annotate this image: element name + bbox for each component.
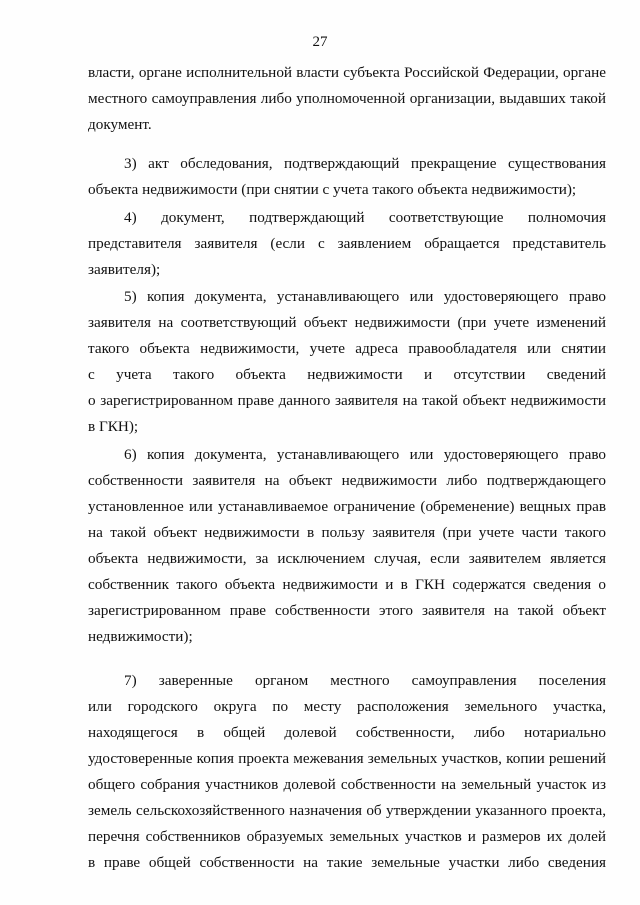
text-line: 5) копия документа, устанавливающего или удостоверяющего право <box>124 288 606 305</box>
text-line: такого объекта недвижимости, учете адреса правообладателя или снятии <box>88 340 606 357</box>
text-line: заявителя на соответствующий объект недвижимости (при учете изменений <box>88 314 606 331</box>
text-line: на такой объект недвижимости в пользу заявителя (при учете части такого <box>88 524 606 541</box>
text-line: земель сельскохозяйственного назначения об утверждении указанного проекта, <box>88 802 606 819</box>
text-line: 7) заверенные органом местного самоуправления поселения <box>124 672 606 689</box>
text-line: 4) документ, подтверждающий соответствующие полномочия <box>124 209 606 226</box>
text-line: документ. <box>88 116 152 133</box>
text-line: общего собрания участников долевой собственности на земельный участок из <box>88 776 606 793</box>
text-line: объекта недвижимости (при снятии с учета такого объекта недвижимости); <box>88 181 577 198</box>
text-line: власти, органе исполнительной власти субъекта Российской Федерации, органе <box>88 64 606 81</box>
text-line: недвижимости); <box>88 628 193 645</box>
text-line: в ГКН); <box>88 418 139 435</box>
text-line: в праве общей собственности на такие земельные участки либо сведения <box>88 854 606 871</box>
text-line: с учета такого объекта недвижимости и отсутствии сведений <box>88 366 606 383</box>
text-line: перечня собственников образуемых земельных участков и размеров их долей <box>88 828 606 845</box>
text-line: местного самоуправления либо уполномоченной организации, выдавших такой <box>88 90 606 107</box>
text-line: представителя заявителя (если с заявлением обращается представитель <box>88 235 606 252</box>
text-line: или городского округа по месту расположения земельного участка, <box>88 698 606 715</box>
text-line: зарегистрированном праве собственности этого заявителя на такой объект <box>88 602 606 619</box>
text-line: установленное или устанавливаемое ограничение (обременение) вещных прав <box>88 498 606 515</box>
text-line: находящегося в общей долевой собственности, либо нотариально <box>88 724 606 741</box>
text-line: удостоверенные копия проекта межевания земельных участков, копии решений <box>88 750 606 767</box>
page-number: 27 <box>312 34 328 50</box>
text-line: заявителя); <box>88 261 161 278</box>
text-line: 6) копия документа, устанавливающего или удостоверяющего право <box>124 446 606 463</box>
text-line: собственник такого объекта недвижимости и в ГКН содержатся сведения о <box>88 576 606 593</box>
text-line: собственности заявителя на объект недвижимости либо подтверждающего <box>88 472 606 489</box>
text-line: 3) акт обследования, подтверждающий прекращение существования <box>124 155 606 172</box>
text-line: о зарегистрированном праве данного заявителя на такой объект недвижимости <box>88 392 606 409</box>
text-line: объекта недвижимости, за исключением случая, если заявителем является <box>88 550 606 567</box>
